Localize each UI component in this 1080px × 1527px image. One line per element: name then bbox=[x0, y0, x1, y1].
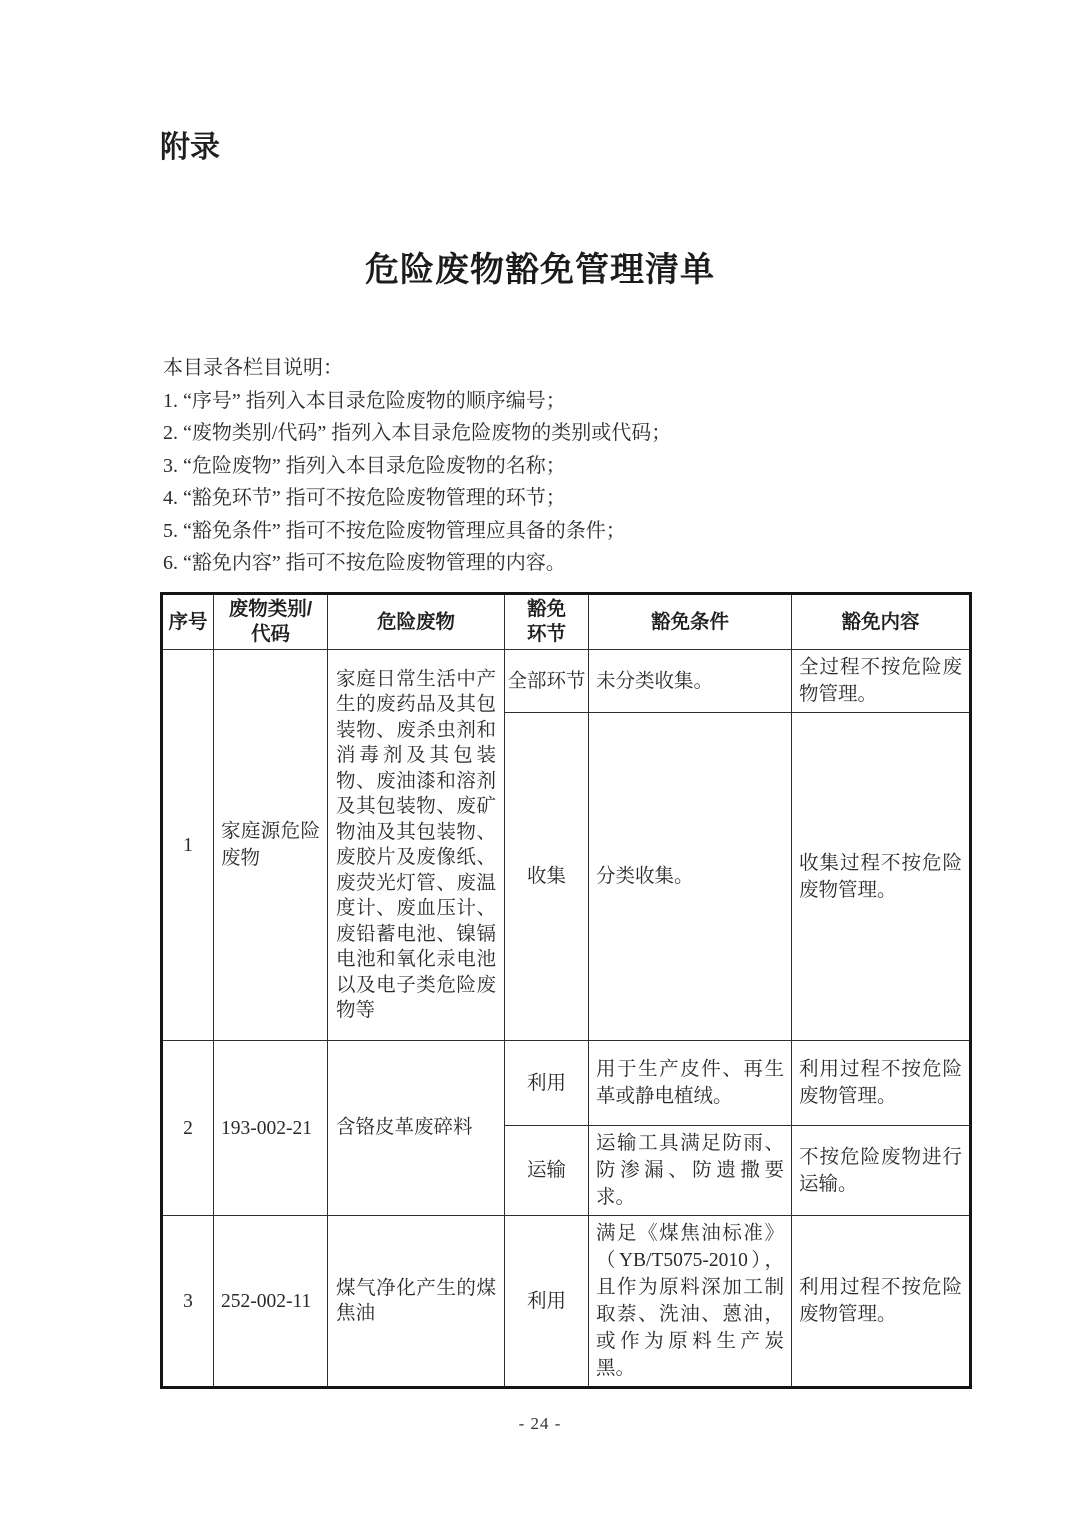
cell-category: 252-002-11 bbox=[214, 1216, 328, 1388]
table-row bbox=[162, 1041, 971, 1126]
note-item-2: 2. “废物类别/代码” 指列入本目录危险废物的类别或代码； bbox=[163, 422, 672, 444]
cell-seq: 2 bbox=[162, 1041, 214, 1216]
cell-condition: 运输工具满足防雨、防渗漏、防遗撒要求。 bbox=[589, 1126, 792, 1216]
cell-category: 家庭源危险废物 bbox=[214, 650, 328, 1041]
cell-condition: 满足《煤焦油标准》（YB/T5075-2010），且作为原料深加工制取萘、洗油、蒽油，或作为原料生产炭黑。 bbox=[589, 1216, 792, 1388]
note-item-5: 5. “豁免条件” 指可不按危险废物管理应具备的条件； bbox=[163, 519, 626, 542]
header-condition: 豁免条件 bbox=[589, 594, 792, 650]
cell-seq: 3 bbox=[162, 1216, 214, 1388]
cell-stage: 利用 bbox=[505, 1216, 589, 1388]
header-waste: 危险废物 bbox=[328, 594, 505, 650]
notes-heading: 本目录各栏目说明： bbox=[163, 357, 343, 379]
page-number: - 24 - bbox=[518, 1414, 562, 1433]
header-content: 豁免内容 bbox=[792, 594, 971, 650]
note-item-4: 4. “豁免环节” 指可不按危险废物管理的环节； bbox=[163, 487, 566, 509]
cell-condition: 未分类收集。 bbox=[589, 650, 792, 713]
cell-stage: 运输 bbox=[505, 1126, 589, 1216]
cell-waste: 家庭日常生活中产生的废药品及其包装物、废杀虫剂和消毒剂及其包装物、废油漆和溶剂及其包装物、废矿物油及其包装物、废胶片及废像纸、废荧光灯管、废温度计、废血压计、废铅蓄电池、镍镉电池和氧化汞电池以及电子类危险废物等 bbox=[328, 650, 505, 1041]
notes-block bbox=[163, 352, 863, 580]
cell-seq: 1 bbox=[162, 650, 214, 1041]
cell-content: 不按危险废物进行运输。 bbox=[792, 1126, 971, 1216]
exemption-table bbox=[160, 592, 972, 1389]
note-item-1: 1. “序号” 指列入本目录危险废物的顺序编号； bbox=[163, 389, 566, 412]
header-category: 废物类别/ 代码 bbox=[214, 594, 328, 650]
cell-content: 收集过程不按危险废物管理。 bbox=[792, 713, 971, 1041]
cell-stage: 全部环节 bbox=[505, 650, 589, 713]
cell-waste: 含铬皮革废碎料 bbox=[328, 1041, 505, 1216]
header-stage: 豁免 环节 bbox=[505, 594, 589, 650]
cell-content: 全过程不按危险废物管理。 bbox=[792, 650, 971, 713]
cell-content: 利用过程不按危险废物管理。 bbox=[792, 1216, 971, 1388]
cell-stage: 收集 bbox=[505, 713, 589, 1041]
table-row bbox=[162, 650, 971, 713]
cell-condition: 用于生产皮件、再生革或静电植绒。 bbox=[589, 1041, 792, 1126]
cell-category: 193-002-21 bbox=[214, 1041, 328, 1216]
cell-waste: 煤气净化产生的煤焦油 bbox=[328, 1216, 505, 1388]
cell-stage: 利用 bbox=[505, 1041, 589, 1126]
header-seq: 序号 bbox=[162, 594, 214, 650]
cell-condition: 分类收集。 bbox=[589, 713, 792, 1041]
page-title: 危险废物豁免管理清单 bbox=[365, 251, 715, 289]
cell-content: 利用过程不按危险废物管理。 bbox=[792, 1041, 971, 1126]
table-header-row bbox=[162, 594, 971, 650]
table-row bbox=[162, 1216, 971, 1388]
note-item-6: 6. “豁免内容” 指可不按危险废物管理的内容。 bbox=[163, 552, 566, 574]
appendix-label: 附录 bbox=[160, 131, 220, 164]
note-item-3: 3. “危险废物” 指列入本目录危险废物的名称； bbox=[163, 454, 566, 477]
